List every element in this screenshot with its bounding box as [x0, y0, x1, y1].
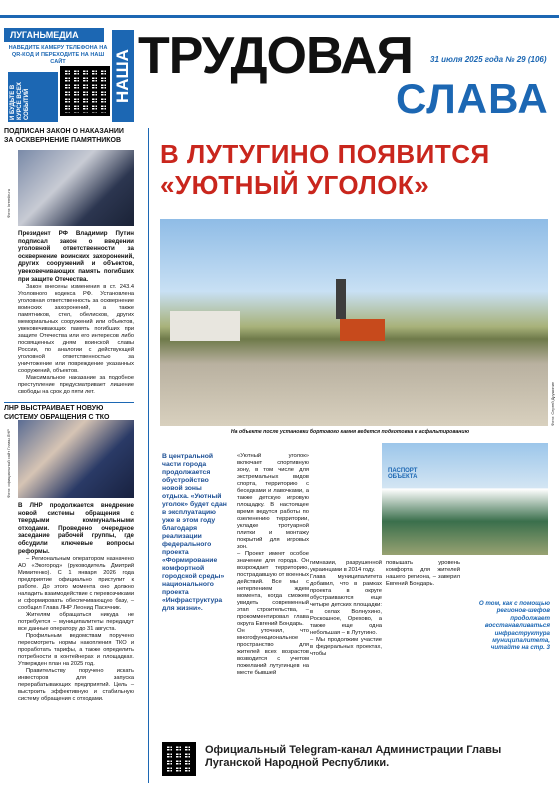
left-column [4, 128, 134, 145]
page-teaser[interactable]: О том, как с помощью регионов-шефов продолжает восстанавливаться инфраструктура муниципалитета, читайте на стр. 3 [478, 600, 550, 652]
newspaper-title-sub: СЛАВА [396, 75, 549, 122]
putin-photo [18, 150, 134, 226]
column-divider [148, 128, 149, 783]
main-article-column: повышать уровень комфорта для жителей нашего региона, – заверил Евгений Бондарь. [386, 560, 460, 587]
article2-paragraph: – Региональным оператором назначено АО «Экогород» (руководитель Дмитрий Мимитенко). С 1 января 2026 года предприятие официально приступит к работе. До этого момента оно должно наладить взаимодействие с перевозчиками и сформировать обеспечивающую базу, – сообщил Глава ЛНР Леонид Пасечник. [18, 556, 134, 612]
brand-logo[interactable]: ЛУГАНЬМЕДИА [4, 28, 104, 42]
article1-paragraph: Закон внесены изменения в ст. 243.4 Уголовного кодекса РФ. Установлена уголовная ответственность за осквернение воинских захоронений, а также памятников, стел, обелисков, других мемориальных сооружений или объектов, увековечивающих память погибших при защите Отечества или его интересов либо посвященных дням воинской славы России, по аналогии с действующей уголовной ответственностью за уничтожение или повреждение указанных сооружений, объектов. [18, 284, 134, 375]
passport-sign-text: ПАСПОРТ ОБЪЕКТА [388, 468, 418, 480]
masthead-nasha: НАША [112, 30, 134, 122]
newspaper-title: ТРУДОВАЯ [138, 27, 413, 85]
article2-paragraph: Правительству поручено искать инвесторов для запуска перерабатывающих предприятий. Цель – выстроить эффективную и стабильную систему обращения с отходами. [18, 668, 134, 703]
main-article-lead: В центральной части города продолжается обустройство новой зоны отдыха. «Уютный уголок» будет сдан в эксплуатацию уже в этом году благодаря реализации федерального проекта «Формирование комфортной городской среды» национального проекта «Инфраструктура для жизни». [162, 453, 227, 612]
article2-body [18, 502, 134, 703]
promo-vertical-text: И БУДЬТЕ В КУРСЕ ВСЕХ СОБЫТИЙ [8, 72, 58, 122]
site-qr-code[interactable] [60, 66, 110, 116]
article2-paragraph: Профильным ведомствам поручено пересмотреть нормы накопления ТКО и проработать тарифы, а также определить потребности в контейнерах и площадках. Утвержден план на 2025 год. [18, 633, 134, 668]
truck-shape [340, 319, 385, 341]
telegram-qr-code[interactable] [162, 742, 196, 776]
photo-caption: На объекте после установки бортового камня ведется подготовка к асфальтированию [230, 429, 470, 435]
article1-lead: Президент РФ Владимир Путин подписал закон о введении уголовной ответственности за осквернение воинских захоронений, других сооружений и объектов, увековечивающих память погибших при защите Отечества. [18, 230, 134, 283]
main-article-column: «Уютный уголок» включает спортивную зону, в том числе для экстремальных видов спорта, территорию с беседками и лавочками, а также детскую игровую площадку. В настоящее время ведутся работы по озеленению территории, укладке тротуарной плитки и монтажу покрытий для игровых зон. – Проект имеет особое значение для города. Он возрождает территорию, пострадавшую от военных действий. Все мы с нетерпением ждем момента, когда сможем увидеть современный этап строительства, – прокомментировал глава округа Евгений Бондарь. Он уточнил, что многофункциональное пространство для жителей всех возрастов возводится с учетом пожеланий лутугинцев на месте бывшей [237, 453, 309, 676]
section-rule [4, 402, 134, 403]
article2-title: ЛНР ВЫСТРАИВАЕТ НОВУЮ СИСТЕМУ ОБРАЩЕНИЯ С ТКО [4, 405, 110, 421]
article1-body [18, 230, 134, 396]
building-shape [170, 311, 240, 341]
article2-paragraph: Жителям обращаться никуда не потребуется – муниципалитеты передадут все данные оператору до 31 августа. [18, 612, 134, 633]
article1-title: ПОДПИСАН ЗАКОН О НАКАЗАНИИ ЗА ОСКВЕРНЕНИЕ ПАМЯТНИКОВ [4, 128, 124, 144]
article2-lead: В ЛНР продолжается внедрение новой системы обращения с твердыми коммунальными отходами. Проведено очередное заседание рабочей группы, где обсудили ключевые вопросы реформы. [18, 502, 134, 555]
qr-promo-text: НАВЕДИТЕ КАМЕРУ ТЕЛЕФОНА НА QR-КОД И ПЕРЕХОДИТЕ НА НАШ САЙТ [8, 45, 108, 65]
chimney-shape [336, 279, 346, 319]
construction-photo [160, 219, 548, 426]
article1-paragraph: Максимальное наказание за подобное преступление предусматривает лишение свободы на срок до пяти лет. [18, 375, 134, 396]
main-article-column: гимназии, разрушенной украинцами в 2014 году. Глава муниципалитета добавил, что в рамках проекта в округе обустраиваются еще четыре детских площадки: в селах Волнухино, Роскошное, Орехово, а также еще одна небольшая – в Лутугино. – Мы продолжим участие в федеральных проектах, чтобы [310, 560, 382, 657]
photo-credit: Фото: Сергей Дружинин [550, 381, 555, 426]
pasechnik-photo [18, 420, 134, 498]
main-headline: В ЛУТУГИНО ПОЯВИТСЯ «УЮТНЫЙ УГОЛОК» [160, 139, 490, 200]
photo-credit: Фото: kremlin.ru [6, 189, 11, 218]
issue-date-number: 31 июля 2025 года № 29 (106) [430, 55, 547, 64]
telegram-promo: Официальный Telegram-канал Администрации Главы Луганской Народной Республики. [205, 744, 502, 769]
photo-credit: Фото: официальный сайт Главы ЛНР [6, 429, 11, 498]
passport-sign-photo [382, 443, 548, 555]
top-rule [0, 15, 559, 18]
